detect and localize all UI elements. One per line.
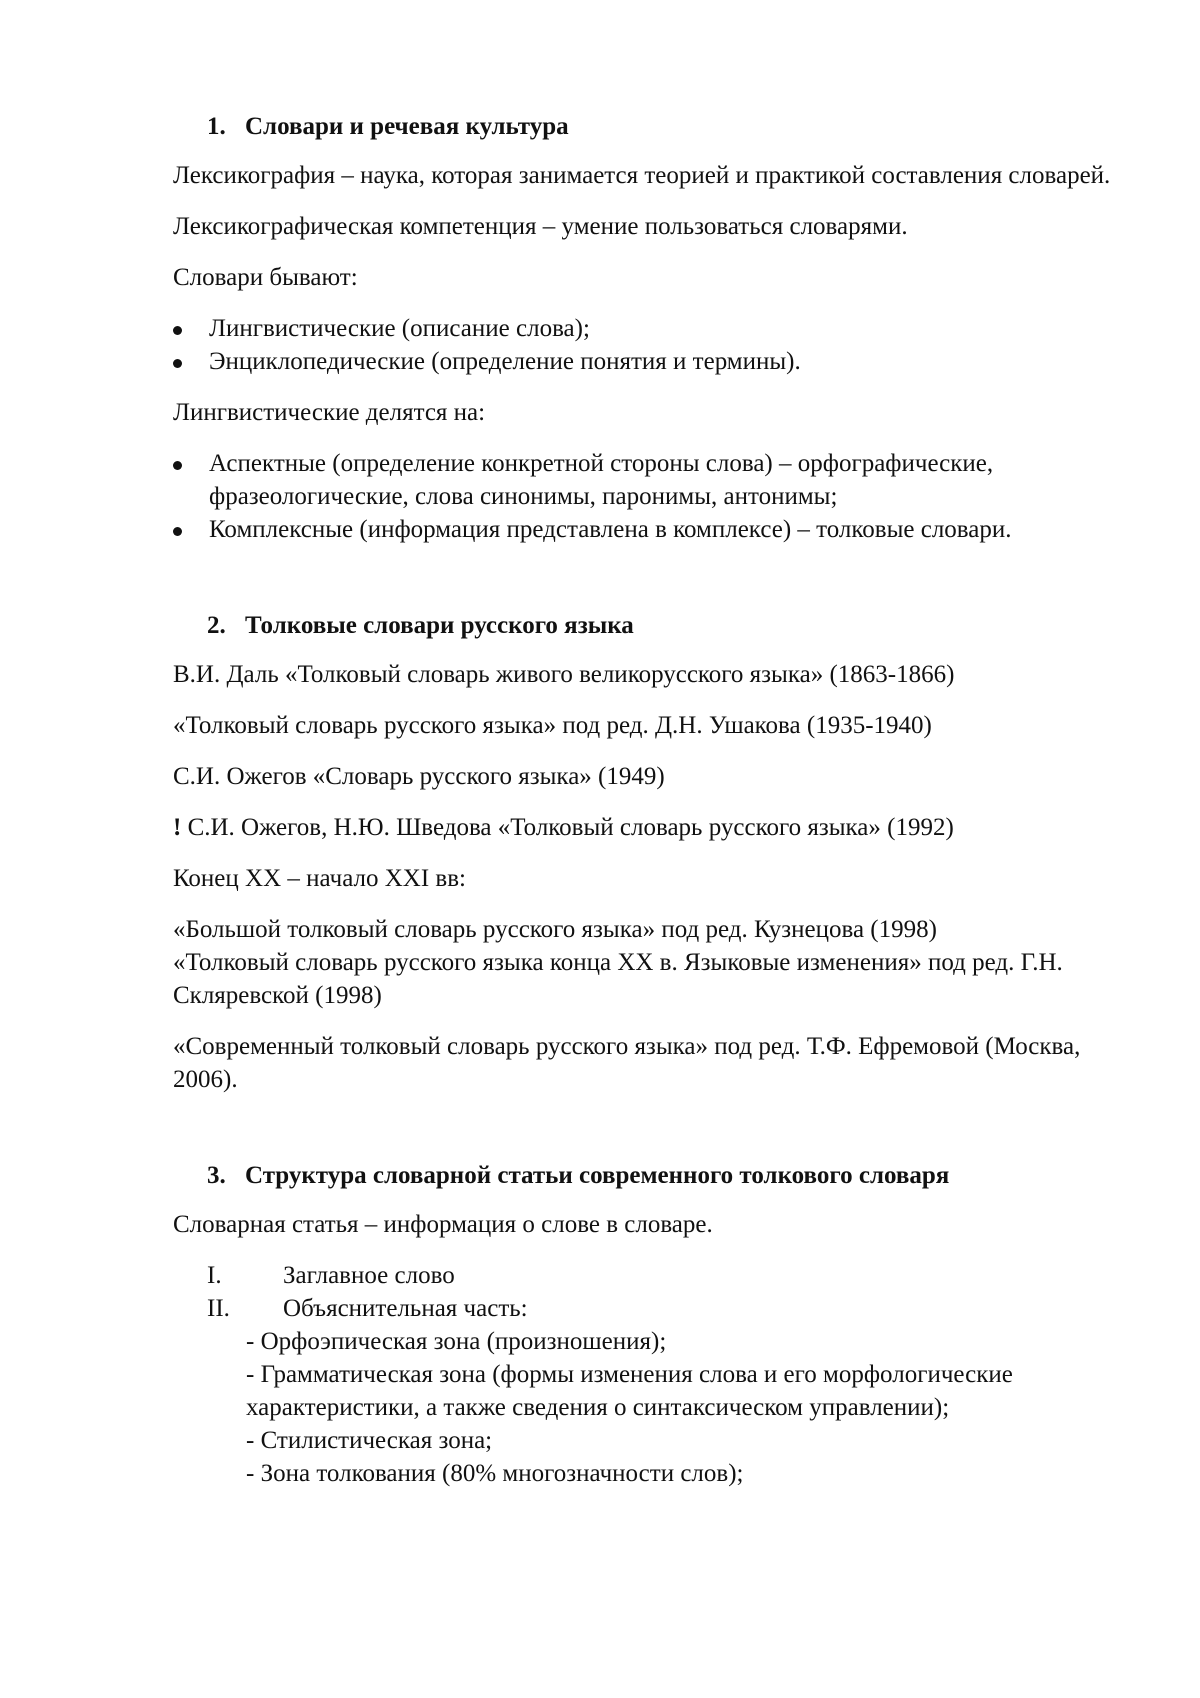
section-heading-2 [207, 609, 1133, 642]
list-item [173, 513, 1133, 546]
list-item-text: Лингвистические (описание слова); [209, 315, 590, 342]
section-title: Структура словарной статьи современного толкового словаря [245, 1162, 950, 1189]
paragraph: Словари бывают: [173, 264, 358, 291]
list-item [173, 447, 1133, 513]
section-number: 2. [207, 612, 226, 639]
paragraph: С.И. Ожегов «Словарь русского языка» (1949) [173, 763, 665, 790]
bullet-icon [173, 527, 182, 536]
sub-item: - Грамматическая зона (формы изменения слова и его морфологические характеристики, а также сведения о синтаксическом управлении); [246, 1361, 1013, 1421]
paragraph: «Толковый словарь русского языка конца XX в. Языковые изменения» под ред. Г.Н. Скляревской (1998) [173, 949, 1063, 1009]
paragraph: «Современный толковый словарь русского языка» под ред. Т.Ф. Ефремовой (Москва, 2006). [173, 1033, 1081, 1093]
paragraph: Конец XX – начало XXI вв: [173, 865, 466, 892]
sub-item: - Стилистическая зона; [246, 1427, 493, 1454]
list-item-text: Энциклопедические (определение понятия и термины). [209, 348, 801, 375]
bullet-list [173, 447, 1133, 546]
bullet-icon [173, 326, 182, 335]
bullet-icon [173, 461, 182, 470]
section-number: 3. [207, 1162, 226, 1189]
section-heading-3 [207, 1159, 1133, 1192]
exclamation-mark: ! [173, 814, 182, 841]
paragraph-text: С.И. Ожегов, Н.Ю. Шведова «Толковый словарь русского языка» (1992) [181, 814, 954, 841]
section-title: Толковые словари русского языка [245, 612, 634, 639]
bullet-list [173, 312, 1133, 378]
roman-list [173, 1259, 1133, 1325]
paragraph: «Большой толковый словарь русского языка» под ред. Кузнецова (1998) [173, 916, 937, 943]
document-page [173, 110, 1133, 1490]
list-item [173, 1292, 1133, 1325]
paragraph [173, 811, 1133, 844]
paragraph: «Толковый словарь русского языка» под ред. Д.Н. Ушакова (1935-1940) [173, 712, 932, 739]
paragraph: Лингвистические делятся на: [173, 399, 486, 426]
list-item-text: Заглавное слово [283, 1262, 455, 1289]
list-item-text: Аспектные (определение конкретной стороны слова) – орфографические, фразеологические, слова синонимы, паронимы, антонимы; [209, 450, 994, 510]
section-title: Словари и речевая культура [245, 113, 569, 140]
section-number: 1. [207, 113, 226, 140]
list-item-text: Комплексные (информация представлена в комплексе) – толковые словари. [209, 516, 1012, 543]
list-item [173, 345, 1133, 378]
paragraph: Словарная статья – информация о слове в словаре. [173, 1211, 713, 1238]
list-numeral: II. [207, 1295, 230, 1322]
bullet-icon [173, 359, 182, 368]
sub-item: - Зона толкования (80% многозначности слов); [246, 1460, 744, 1487]
section-spacer [173, 564, 1133, 609]
list-item [173, 312, 1133, 345]
paragraph: Лексикография – наука, которая занимается теорией и практикой составления словарей. [173, 162, 1111, 189]
section-heading-1 [207, 110, 1133, 143]
list-item-text: Объяснительная часть: [283, 1295, 528, 1322]
section-spacer [173, 1114, 1133, 1159]
list-numeral: I. [207, 1262, 222, 1289]
list-item [173, 1259, 1133, 1292]
sub-item: - Орфоэпическая зона (произношения); [246, 1328, 667, 1355]
paragraph: Лексикографическая компетенция – умение пользоваться словарями. [173, 213, 908, 240]
paragraph: В.И. Даль «Толковый словарь живого великорусского языка» (1863-1866) [173, 661, 955, 688]
